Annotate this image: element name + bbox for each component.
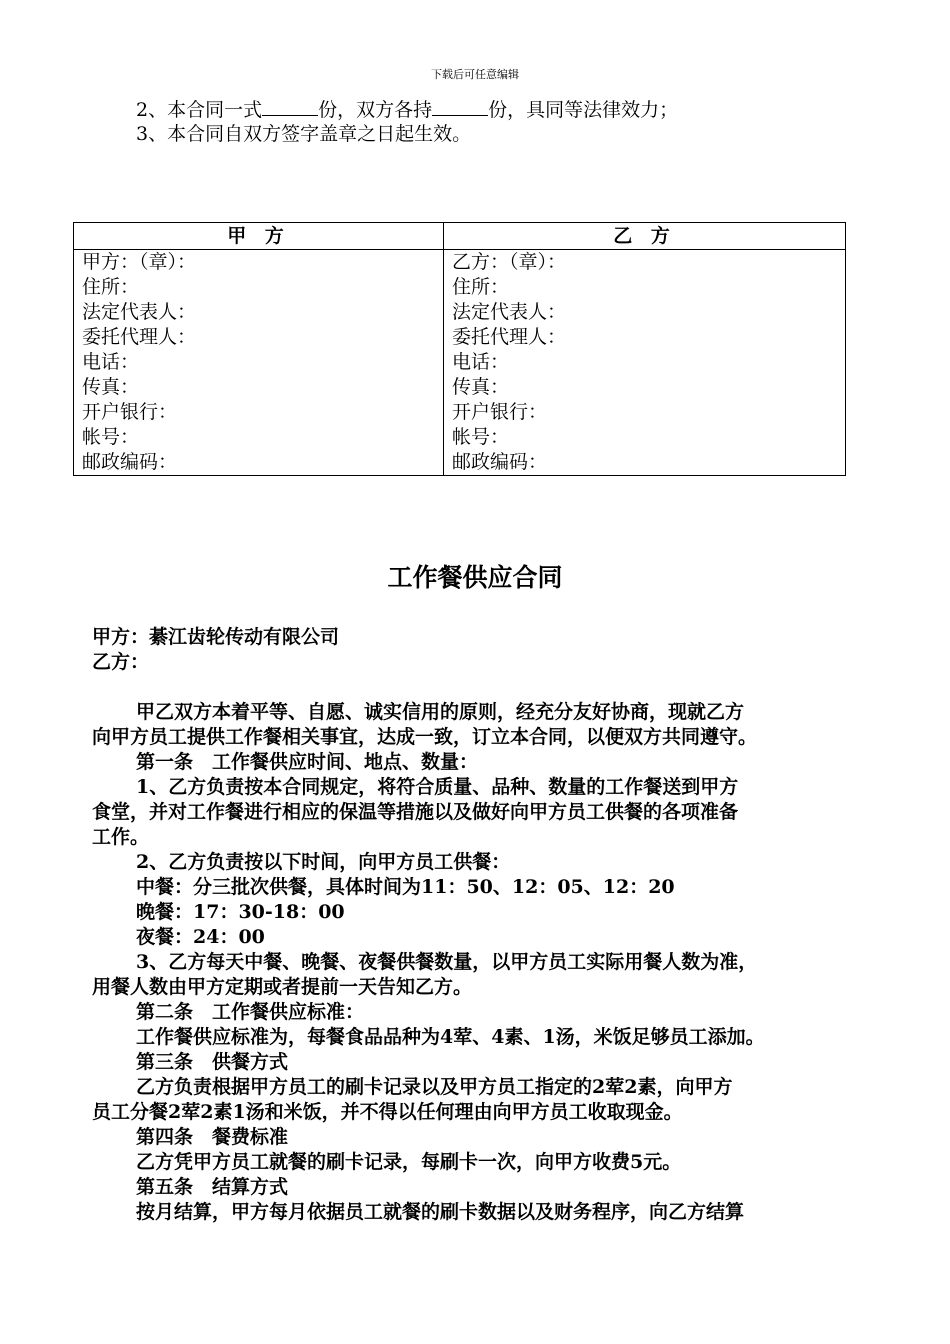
- contract-line: 员工分餐2荤2素1汤和米饭，并不得以任何理由向甲方员工收取现金。: [92, 1101, 683, 1123]
- party-b-header: 乙 方: [613, 225, 676, 247]
- clause-copies: [136, 97, 678, 123]
- signature-table: [73, 222, 846, 476]
- party-b-postcode: 邮政编码：: [452, 451, 548, 473]
- party-a-fields: [74, 250, 444, 476]
- party-b-bank: 开户银行：: [452, 401, 548, 423]
- contract-line: 第三条 供餐方式: [136, 1051, 289, 1073]
- contract-line: 用餐人数由甲方定期或者提前一天告知乙方。: [92, 976, 473, 998]
- copies-each-blank[interactable]: [432, 97, 488, 116]
- contract-body: [92, 700, 872, 1225]
- party-b-phone: 电话：: [452, 351, 510, 373]
- contract-line: 3、乙方每天中餐、晚餐、夜餐供餐数量，以甲方员工实际用餐人数为准，: [136, 951, 758, 973]
- contract-line: 第一条 工作餐供应时间、地点、数量：: [136, 751, 479, 773]
- contract-line: 第五条 结算方式: [136, 1176, 289, 1198]
- contract-line: 向甲方员工提供工作餐相关事宜，达成一致，订立本合同，以便双方共同遵守。: [92, 726, 758, 748]
- party-b-seal: 乙方：（章）：: [452, 251, 567, 273]
- contract-line: 1、乙方负责按本合同规定，将符合质量、品种、数量的工作餐送到甲方: [136, 776, 739, 798]
- party-b-legal-rep: 法定代表人：: [452, 301, 567, 323]
- contract-line: 食堂，并对工作餐进行相应的保温等措施以及做好向甲方员工供餐的各项准备: [92, 801, 739, 823]
- party-a-name: 甲方：綦江齿轮传动有限公司: [92, 626, 340, 648]
- clause-effective: 3、本合同自双方签字盖章之日起生效。: [136, 123, 472, 145]
- contract-line: 工作。: [92, 826, 150, 848]
- contract-line: 工作餐供应标准为，每餐食品品种为4荤、4素、1汤，米饭足够员工添加。: [136, 1026, 765, 1048]
- party-b-agent: 委托代理人：: [452, 326, 567, 348]
- party-a-fax: 传真：: [82, 376, 140, 398]
- party-a-header-cell: [74, 223, 444, 250]
- contract-line: 乙方负责根据甲方员工的刷卡记录以及甲方员工指定的2荤2素，向甲方: [136, 1076, 733, 1098]
- contract-line: 乙方凭甲方员工就餐的刷卡记录，每刷卡一次，向甲方收费5元。: [136, 1151, 682, 1173]
- contract-line: 第四条 餐费标准: [136, 1126, 289, 1148]
- contract-line: 2、乙方负责按以下时间，向甲方员工供餐：: [136, 851, 511, 873]
- party-b-fax: 传真：: [452, 376, 510, 398]
- party-a-header: 甲 方: [227, 225, 290, 247]
- contract-line: 按月结算，甲方每月依据员工就餐的刷卡数据以及财务程序，向乙方结算: [136, 1201, 745, 1223]
- party-a-postcode: 邮政编码：: [82, 451, 178, 473]
- party-a-seal: 甲方：（章）：: [82, 251, 197, 273]
- clause-copies-suffix: 份，具同等法律效力；: [488, 99, 679, 121]
- party-a-account: 帐号：: [82, 426, 140, 448]
- party-b-account: 帐号：: [452, 426, 510, 448]
- party-a-phone: 电话：: [82, 351, 140, 373]
- contract-title: 工作餐供应合同: [387, 563, 563, 592]
- party-b-address: 住所：: [452, 276, 510, 298]
- copies-total-blank[interactable]: [262, 97, 318, 116]
- page-header-note: 下载后可任意编辑: [431, 68, 519, 81]
- party-b-header-cell: [444, 223, 846, 250]
- party-a-agent: 委托代理人：: [82, 326, 197, 348]
- contract-line: 中餐：分三批次供餐，具体时间为11：50、12：05、12：20: [136, 876, 675, 898]
- party-a-legal-rep: 法定代表人：: [82, 301, 197, 323]
- contract-line: 甲乙双方本着平等、自愿、诚实信用的原则，经充分友好协商，现就乙方: [136, 701, 745, 723]
- clause-copies-mid: 份，双方各持: [318, 99, 433, 121]
- contract-line: 第二条 工作餐供应标准：: [136, 1001, 365, 1023]
- contract-line: 夜餐：24：00: [136, 926, 265, 948]
- contract-line: 晚餐：17：30-18：00: [136, 901, 345, 923]
- party-b-name: 乙方：: [92, 651, 150, 673]
- party-b-fields: [444, 250, 846, 476]
- party-a-address: 住所：: [82, 276, 140, 298]
- party-a-bank: 开户银行：: [82, 401, 178, 423]
- clause-copies-prefix: 2、本合同一式: [136, 99, 263, 121]
